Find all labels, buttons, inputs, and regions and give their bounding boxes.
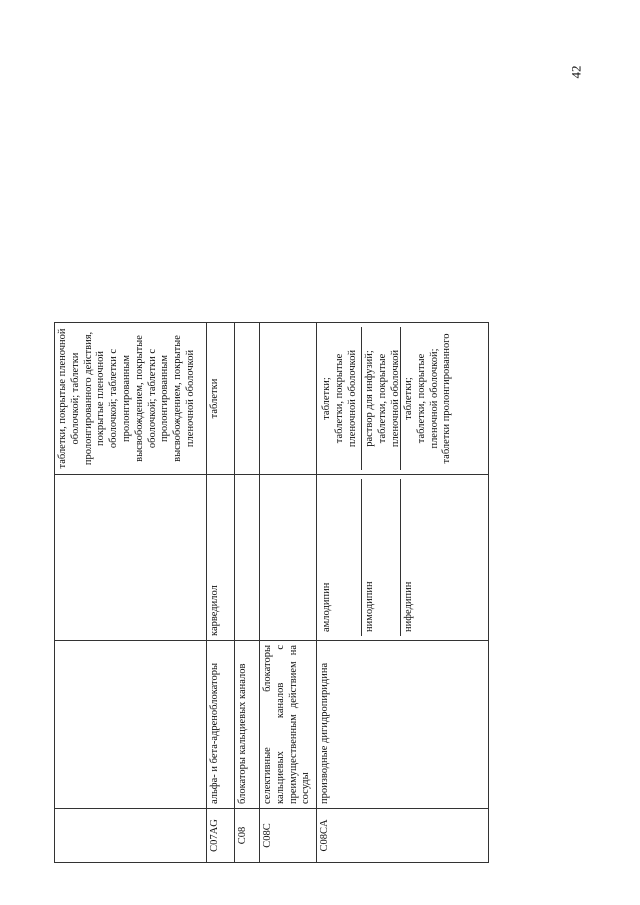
drug-name-cell: карведилол (207, 475, 235, 641)
dosage-form-group (361, 327, 400, 470)
table-row (317, 323, 489, 863)
page-number: 42 (568, 65, 583, 79)
dosage-form-line: таблетки, покрытые пленочной оболочкой (376, 349, 401, 448)
group-cell: селективные блокаторы кальциевых каналов с преимущественным действием на сосуды (260, 641, 317, 809)
drug-name-cell: нимодипин (361, 479, 400, 636)
dosage-form-line: таблетки; (321, 377, 332, 420)
atc-code-cell: C08CA (317, 809, 489, 863)
dosage-form-line: раствор для инфузий; (364, 350, 375, 447)
dosage-form-cell: таблетки, покрытые пленочной оболочкой; таблетки пролонгированного действия, покрытые пленочной оболочкой; таблетки с пролонгированным высвобождением, покрытые оболочкой; таблетки с пролонгированным высвобождением, покрытые пленочной оболочкой (55, 323, 207, 475)
table-row (207, 323, 235, 863)
atc-code-cell: C08C (260, 809, 317, 863)
drug-name-cell: амлодипин (321, 582, 332, 632)
dosage-form-line: таблетки; (403, 377, 414, 420)
dosage-form-cell (260, 323, 317, 475)
drug-name-cell (260, 475, 317, 641)
atc-code-cell (55, 809, 207, 863)
dosage-form-group (319, 327, 361, 470)
group-cell: альфа- и бета-адреноблокаторы (207, 641, 235, 809)
drug-name-cell: нифедипин (400, 479, 418, 636)
dosage-form-group (400, 327, 456, 470)
dosage-form-cell: таблетки (207, 323, 235, 475)
table-row (55, 323, 207, 863)
atc-code-cell: C07AG (207, 809, 235, 863)
rotated-table-container (54, 323, 564, 863)
drug-name-cell (55, 475, 207, 641)
table-row (235, 323, 260, 863)
drug-name-list (317, 475, 489, 641)
atc-code-cell: C08 (235, 809, 260, 863)
dosage-form-line: таблетки, покрытые пленочной оболочкой; (415, 348, 440, 449)
group-cell: блокаторы кальциевых каналов (235, 641, 260, 809)
group-cell: производные дигидропиридина (317, 641, 489, 809)
table-row (260, 323, 317, 863)
dosage-form-line: таблетки пролонгированного (441, 333, 453, 464)
drug-classification-table (54, 322, 489, 863)
dosage-form-line: таблетки, покрытые пленочной оболочкой (333, 349, 358, 448)
group-cell (55, 641, 207, 809)
drug-name-cell (235, 475, 260, 641)
dosage-form-cell (235, 323, 260, 475)
dosage-form-list (317, 323, 489, 475)
